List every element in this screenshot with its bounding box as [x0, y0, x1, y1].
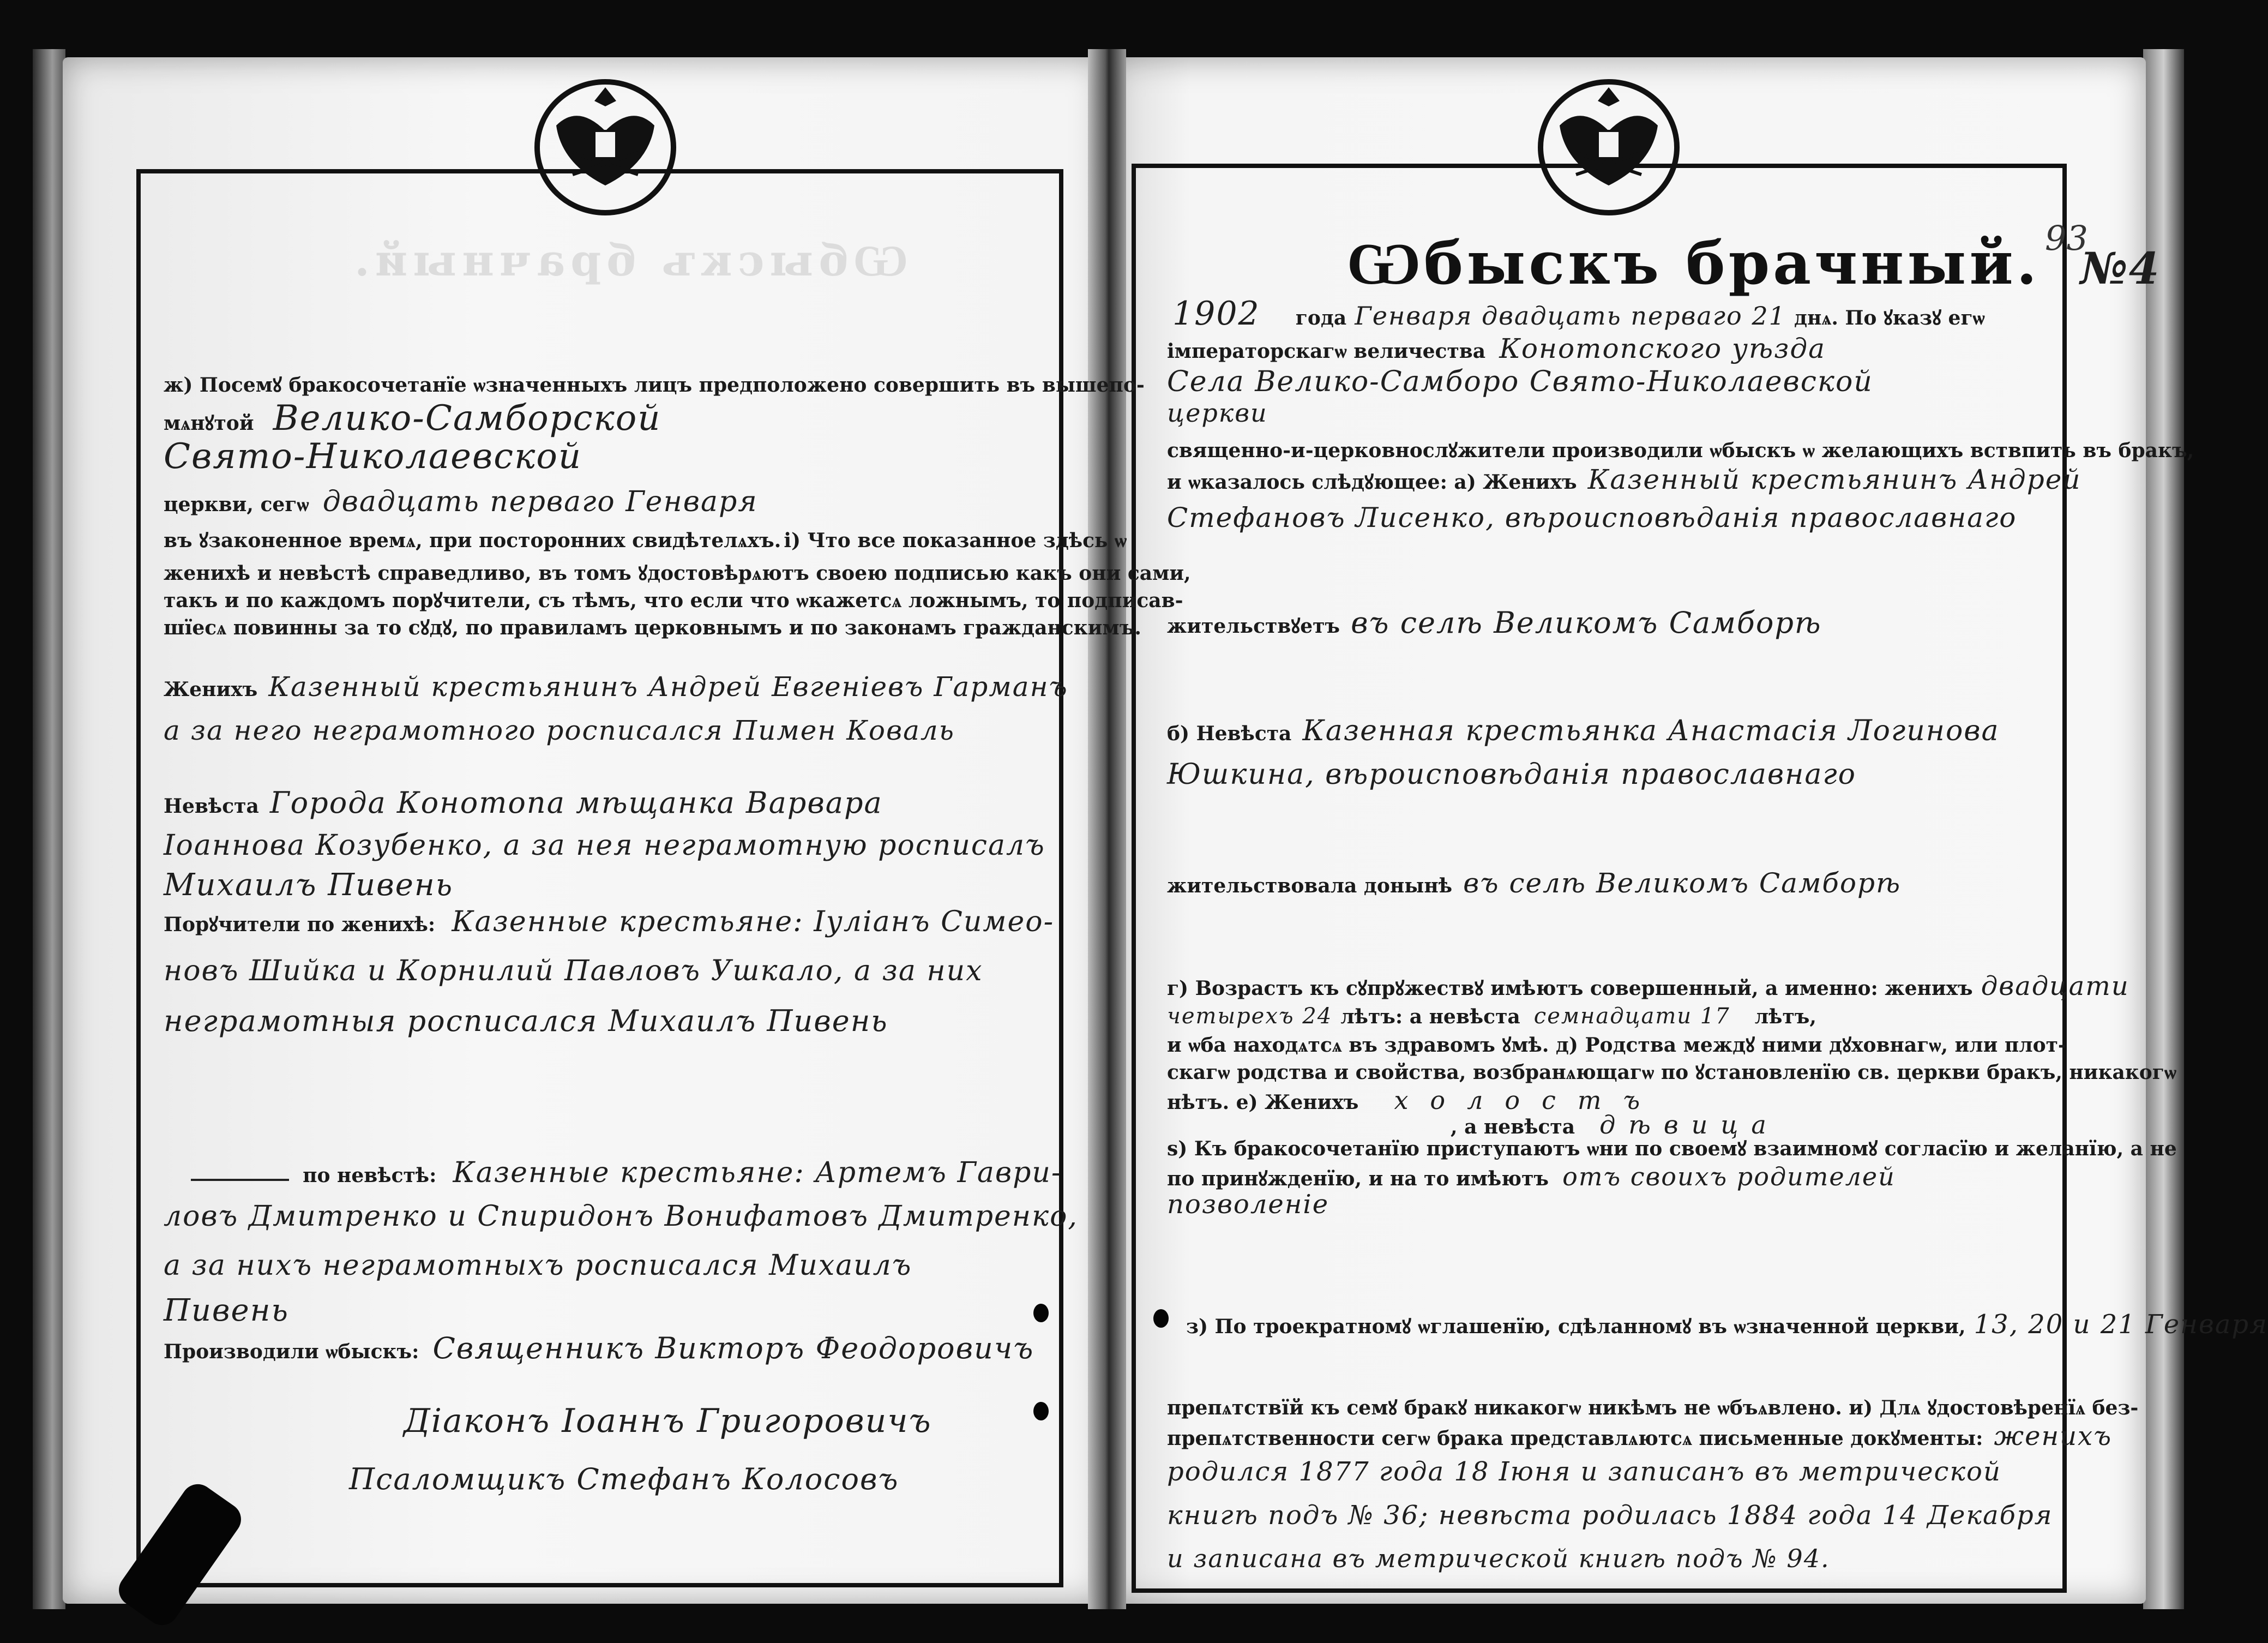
majesty-label: імператорскагѡ величества	[1167, 340, 1486, 363]
folio-number: 93	[2045, 218, 2088, 258]
banns-line-2: препѧтствїй къ семꙋ бракꙋ никакогѡ никѣмъ не ѡбъѧвлено. и) Длѧ ꙋдостовѣренїѧ без-	[1167, 1396, 2139, 1419]
year-label: года	[1295, 307, 1347, 329]
age-line-3: и ѡба находѧтсѧ въ здравомъ ꙋмѣ. д) Родства междꙋ ними дꙋховнагѡ, или плот-	[1167, 1034, 2066, 1057]
clause-i: і) Что все показанное здѣсь ѡ	[784, 529, 1127, 552]
docs-hand-4: и записана въ метрической книгѣ подъ № 94.	[1167, 1544, 1830, 1573]
clause-line-3: шїесѧ повинны за то сꙋдꙋ, по правиламъ церковнымъ и по законамъ гражданскимъ.	[164, 616, 1141, 639]
church-hand: церкви	[1167, 398, 1268, 428]
binding-hole	[1033, 1304, 1049, 1322]
church-date-hand: двадцать перваго Генваря	[322, 485, 758, 518]
clause-line-1: женихѣ и невѣстѣ справедливо, въ томъ ꙋдостовѣрѧютъ своею подписью какъ они сами,	[164, 562, 1191, 585]
bride-residence-label: жительствовала донынѣ	[1167, 874, 1453, 897]
bride-residence-hand: въ селѣ Великомъ Самборѣ	[1463, 867, 1902, 899]
sureties-bride-hand-4: Пивень	[164, 1293, 290, 1328]
docs-hand-1: женихъ	[1994, 1421, 2113, 1452]
sureties-groom-hand-1: Казенные крестьяне: Іуліанъ Симео-	[452, 906, 1055, 938]
church-label: церкви, сегѡ	[164, 493, 309, 516]
sureties-bride-hand-1: Казенные крестьяне: Артемъ Гаври-	[453, 1156, 1062, 1189]
groom-residence-label: жительствꙋетъ	[1167, 615, 1340, 638]
groom-hand-1: Казенный крестьянинъ Андрей	[1587, 464, 2081, 495]
consent-line-1: ѕ) Къ бракосочетанїю приступаютъ ѡни по своемꙋ взаимномꙋ согласїю и желанїю, а не	[1167, 1137, 2177, 1160]
docs-hand-3: книгѣ подъ № 36; невѣста родилась 1884 года 14 Декабря	[1167, 1500, 2053, 1531]
groom-hand-2: а за него неграмотного росписался Пимен Коваль	[164, 715, 955, 746]
consent-hand-1: отъ своихъ родителей	[1562, 1162, 1896, 1191]
consent-line-2: по принꙋжденїю, и на то имѣютъ	[1167, 1167, 1549, 1190]
bride-hand-1: Города Конотопа мѣщанка Варвара	[269, 785, 883, 820]
age-line-5: нѣтъ. е) Женихъ	[1167, 1091, 1359, 1114]
banns-dates-hand: 13, 20 и 21 Генваря	[1974, 1309, 2268, 1340]
uezd-hand: Конотопского уѣзда	[1499, 333, 1826, 364]
bride-label: б) Невѣста	[1167, 722, 1292, 745]
bride-hand-1: Казенная крестьянка Анастасія Логинова	[1302, 715, 2000, 747]
clause-line-2: такъ и по каждомъ порꙋчители, съ тѣмъ, что если что ѡкажетсѧ ложнымъ, то подписав-	[164, 589, 1183, 612]
age-line-4: скагѡ родства и свойства, возбранѧющагѡ по ꙋстановленїю св. церкви бракъ, никакогѡ	[1167, 1061, 2177, 1084]
officiant-priest-hand: Священникъ Викторъ Феодоровичъ	[432, 1331, 1034, 1365]
time-label: въ ꙋзаконенное времѧ, при посторонних свидѣтелѧхъ.	[164, 529, 781, 552]
binding-hole	[1033, 1402, 1049, 1420]
groom-hand-2: Стефановъ Лисенко, вѣроисповѣданія православнаго	[1167, 502, 2017, 533]
bride-label: Невѣста	[164, 795, 259, 818]
officiant-psalmist-hand: Псаломщикъ Стефанъ Колосовъ	[349, 1462, 899, 1496]
docs-hand-2: родился 1877 года 18 Іюня и записанъ въ метрической	[1167, 1456, 2001, 1487]
banns-line-3: препѧтственности сегѡ брака представлѧютсѧ письменные докꙋменты:	[1167, 1427, 1983, 1450]
age-line-2: лѣтъ: а невѣста	[1340, 1005, 1520, 1028]
year-hand: 1902	[1172, 295, 1260, 333]
groom-residence-hand: въ селѣ Великомъ Самборѣ	[1351, 605, 1822, 640]
sureties-groom-label: Порꙋчители по женихѣ:	[164, 913, 436, 936]
binding-hole	[1153, 1309, 1169, 1328]
bride-age-hand: семнадцати 17	[1533, 1004, 1730, 1029]
age-line-6: , а невѣста	[1451, 1116, 1575, 1138]
sureties-bride-hand-2: ловъ Дмитренко и Спиридонъ Вонифатовъ Дмитренко,	[164, 1200, 1078, 1233]
church-name-hand-2: Свято-Николаевской	[164, 436, 582, 477]
groom-label: Женихъ	[164, 678, 258, 701]
consent-hand-2: позволеніе	[1167, 1189, 1329, 1220]
intro-line-2: и ѡказалось слѣдꙋющее: а) Женихъ	[1167, 471, 1577, 494]
age-line-1: г) Возрастъ къ сꙋпрꙋжествꙋ имѣютъ совершенный, а именно: женихъ	[1167, 977, 1973, 1000]
book-gutter	[1088, 49, 1126, 1609]
day-label: днѧ. По ꙋказꙋ егѡ	[1794, 307, 1985, 329]
sureties-bride-hand-3: а за нихъ неграмотныхъ росписался Михаилъ	[164, 1249, 912, 1282]
sureties-bride-label: по невѣстѣ:	[303, 1164, 437, 1187]
banns-line-1: з) По троекратномꙋ ѡглашенїю, сдѣланномꙋ въ ѡзначенной церкви,	[1186, 1315, 1966, 1338]
church-name-hand-1: Велико-Самборской	[273, 398, 661, 439]
book-spine-left	[33, 49, 65, 1609]
groom-age-hand-2: четырехъ 24	[1167, 1004, 1333, 1029]
bleed-through-title: Ѡбыскъ брачный.	[349, 235, 908, 286]
village-hand: Села Велико-Самборо Свято-Николаевской	[1167, 365, 1873, 398]
clause-zh: ж) Посемꙋ бракосочетанїе ѡзначенныхъ лицъ предположено совершить въ вышепо-	[164, 374, 1145, 397]
age-line-2-end: лѣтъ,	[1754, 1005, 1816, 1028]
bride-hand-2: Юшкина, вѣроисповѣданія православнаго	[1167, 758, 1856, 791]
intro-line-1: священно-и-церковнослꙋжители производили ѡбыскъ ѡ желающихъ вствпить въ бракъ,	[1167, 439, 2194, 462]
bride-state-hand: дѣвица	[1599, 1110, 1779, 1140]
sureties-groom-hand-3: неграмотныя росписался Михаилъ Пивень	[164, 1004, 888, 1038]
groom-state-hand: холостъ	[1394, 1086, 1662, 1115]
record-number: №4	[2080, 243, 2161, 294]
clause-zh-prefix: мѧнꙋтой	[164, 412, 254, 435]
officiants-label: Производили ѡбыскъ:	[164, 1340, 419, 1363]
sureties-groom-hand-2: новъ Шийка и Корнилий Павловъ Ушкало, а за них	[164, 955, 983, 987]
groom-age-hand: двадцати	[1981, 971, 2129, 1002]
bride-hand-2: Іоаннова Козубенко, а за нея неграмотную росписалъ	[164, 829, 1045, 862]
date-hand: Генваря двадцать перваго 21	[1355, 301, 1786, 331]
sureties-bride-dash	[191, 1179, 289, 1181]
officiant-deacon-hand: Діаконъ Іоаннъ Григоровичъ	[404, 1402, 932, 1440]
document-title: Ѡбыскъ брачный. №4	[1347, 229, 2161, 298]
groom-hand-1: Казенный крестьянинъ Андрей Евгеніевъ Гарманъ	[268, 671, 1068, 703]
bride-hand-3: Михаилъ Пивень	[164, 867, 454, 903]
